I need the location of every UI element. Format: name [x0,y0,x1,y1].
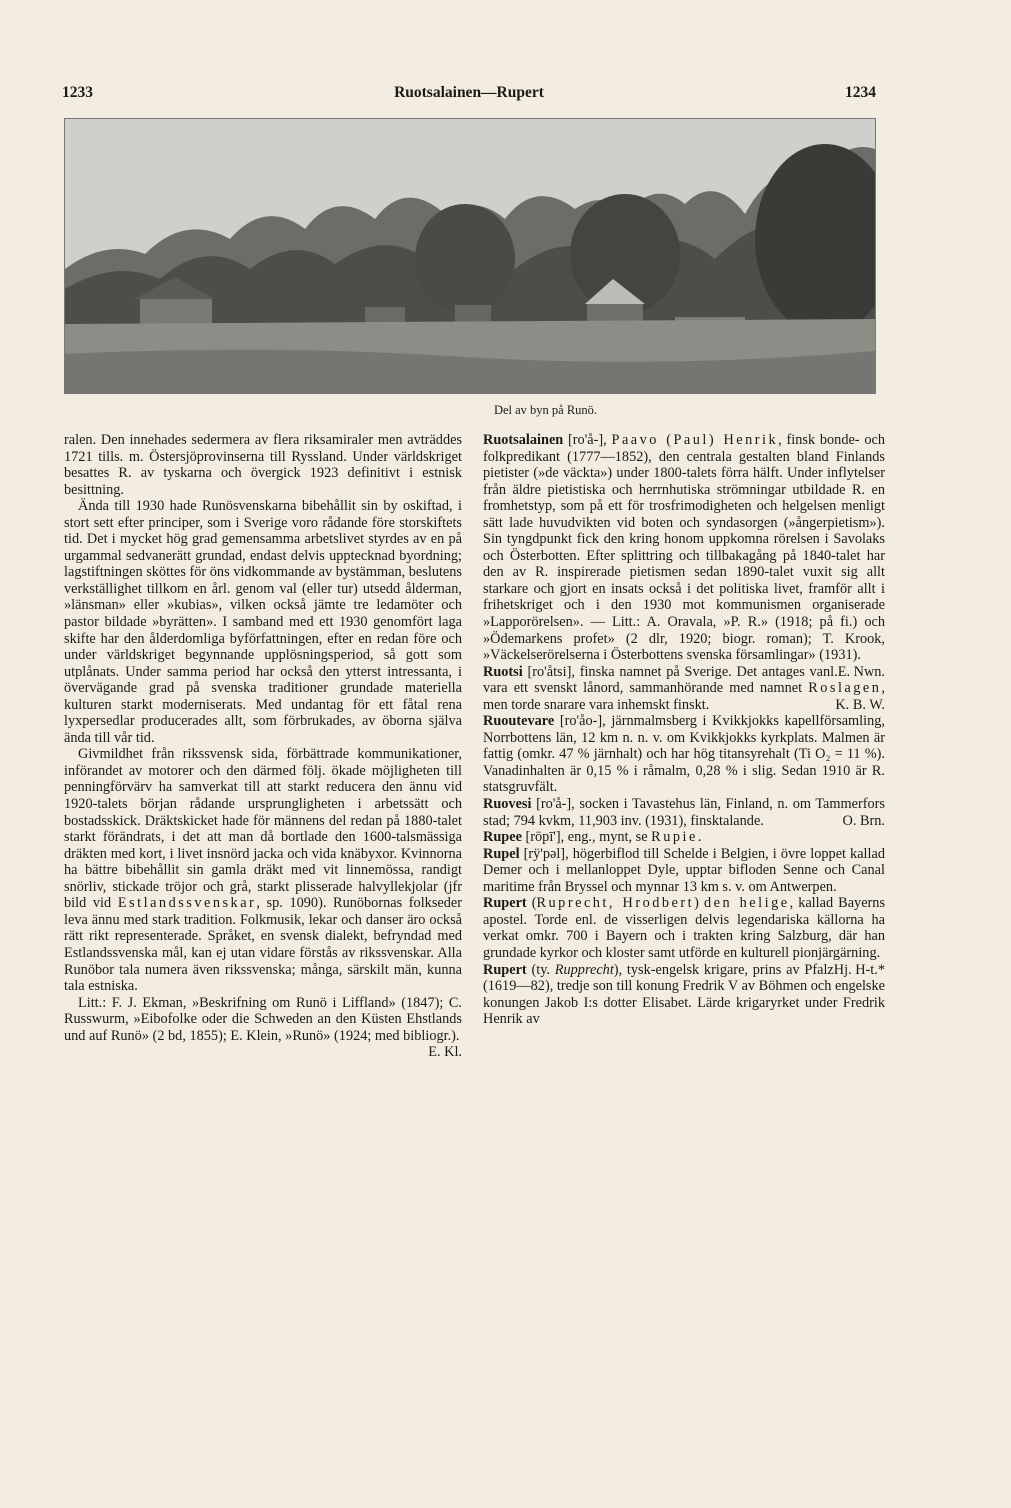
village-photograph [64,118,876,394]
page-header [62,84,876,106]
paragraph-village-order: Ända till 1930 hade Runösvenskarna bibehållit sin by oskiftad, i stort sett efter principer, som i Sverige voro rådande före storskiftets tid. Det i mycket hög grad gemensamma arbetslivet styrdes av en på urgammal sedvanerätt grundad, endast delvis upptecknad byordning; lagstiftningen sköttes för öns vidkommande av bystämman, beslutens verkställighet tillkom en årl. genom val (eller tur) utsedd ålderman, »länsman» eller »kubias», vilken också jämte tre ledamöter och pastor bildade »byrätten». I samband med ett 1930 genomfört laga skifte har den ålderdomliga byförfattningen, efter en redan före och under världskriget begynnande upplösningsperiod, så gott som utplånats. Under samma period har också den ytterst intressanta, i övervägande grad på svenska traditioner grundade materiella kulturen starkt moderniserats. Med undantag för ett fåtal rena lyxpersedlar producerades allt, som förbrukades, av öborna själva ända till vår tid. [64,498,462,746]
left-column [64,432,462,1061]
headword-ruovesi: Ruovesi [483,796,532,813]
cross-ref-roslagen[interactable]: Roslagen [808,680,882,697]
entry-text: [ro'å-], socken i Tavastehus län, Finland, n. om Tammerfors stad; 794 kvkm, 11,903 inv. (1931), finsktalande. [483,796,885,829]
alt-names: Ruprecht, Hrodbert [536,895,695,912]
epithet: den helige [703,895,790,912]
entry-text: ), tysk-engelsk krigare, prins av Pfalz (1619—82), tredje son till konung Fredrik V av Böhmen och engelske konungen Jakob I:s dotter Elisabet. Lärde krigaryrket under Fredrik Henrik av [483,961,885,1028]
author-signature: Hj. H-t.* [833,961,885,978]
author-signature: O. Brn. [842,812,885,829]
alt-name: Rupprecht [554,961,614,978]
headword-rupel: Rupel [483,845,520,862]
page-number-left: 1233 [62,84,93,101]
entry-ruoutevare [483,713,885,796]
headword-ruotsi: Ruotsi [483,663,523,680]
entry-text: [rōpī'], eng., mynt, se [521,829,652,846]
entry-text-tail: , men torde snarare vara inhemskt finskt. [483,680,885,713]
entry-text-tail: . [697,829,702,846]
entry-text: ) [694,895,704,912]
literature-text: Litt.: F. J. Ekman, »Beskrifning om Runö i Liffland» (1847); C. Russwurm, »Eibofolke oder die Schweden an den Küsten Ehstlands und auf Runö» (2 bd, 1855); E. Klein, »Runö» (1924; med bibliogr.). [64,994,462,1044]
figure-caption [0,403,1011,418]
entry-text: (ty. [526,961,555,978]
person-name: Paavo (Paul) Henrik [611,432,779,448]
entry-rupel [483,846,885,896]
running-title: Ruotsalainen—Rupert [394,84,544,101]
entry-text: ( [526,895,537,912]
entry-rupert-prince [483,962,885,1028]
paragraph-literature [64,994,462,1061]
entry-ruotsi [483,664,885,714]
headword-rupee: Rupee [483,829,522,846]
headword-ruoutevare: Ruoutevare [483,713,555,730]
page-number-right: 1234 [845,84,876,101]
modernization-text-b: , sp. 1090). Runöbornas folkseder leva ännu med stark tradition. Folkmusik, lekar och danser äro också rätt rikt representerade. Språket, en svensk dialekt, befryndad med Estlandssvenska mål, kan ej utan vidare förstås av rikssvenskar. Alla Runöbor tala numera även rikssvenska; många, särskilt män, kunna tala estniska. [64,895,462,995]
entry-text: [rÿ'pəl], högerbiflod till Schelde i Belgien, i övre loppet kallad Demer och i mellanloppet Dyle, upptar bifloden Senne och Canal maritime från Bryssel och mynnar 13 km s. v. om Antwerpen. [483,845,885,895]
figure-caption-text: Del av byn på Runö. [493,403,598,417]
entry-text: [ro'åtsi], finska namnet på Sverige. Det antages vanl. vara ett svenskt lånord, sammanhörande med namnet [483,663,838,697]
author-signature: E. Nwn. [837,663,885,680]
entry-text: , kallad Bayerns apostel. Torde enl. de visserligen delvis legendariska källorna ha verkat omkr. 700 i Bayern och i trakten kring Salzburg, där han grundade kyrkor och kloster samt utförde en kulturell pionjärgärning. [483,895,886,961]
headword-ruotsalainen: Ruotsalainen [483,432,564,448]
paragraph-modernization [64,746,462,994]
author-signature: E. Kl. [428,1044,462,1061]
headword-rupert: Rupert [483,961,527,978]
entry-text: , finsk bonde- och folkpredikant (1777—1852), den centrala gestalten bland Finlands pietister (»de väckta») under 1800-talets förra hälft. Under inflytelser från äldre pietistiska och herrnhutiska strömningar utbildade R. en fromhetstyp, som på ett för trosfrimodigheten och helgelsen menligt sätt lade huvudvikten vid boten och syndasorgen (»ångerpietism»). Sin tyngdpunkt fick den kring honom uppkomna rörelsen i Savolaks och Österbotten. Efter splittring och tillbakagång på 1840-talet har den av R. inspirerade pietismen sedan 1890-talet vuxit sig allt starkare och gjort en insats också i det politiska livet, framför allt i frihetskriget och i den 1930 mot kommunismen organiserade »Lapporörelsen». — Litt.: A. Oravala, »P. R.» (1918; på fi.) och »Ödemarkens profet» (2 dlr, 1920; biogr. roman); T. Krook, »Väckelserörelserna i Österbottens svenska församlingar» (1931). [483,432,885,664]
pronunciation: [ro'å-], [563,432,612,448]
entry-rupee [483,829,885,846]
paragraph-runo-history: ralen. Den innehades sedermera av flera riksamiraler men avträddes 1721 tills. m. Östersjöprovinserna till Ryssland. Under världskriget besattes R. av tyskarna och övergick 1923 definitivt i estnisk besittning. [64,432,462,498]
author-signature: K. B. W. [835,696,885,713]
entry-ruovesi [483,796,885,829]
right-column [483,432,885,1028]
cross-ref-rupie[interactable]: Rupie [651,829,698,846]
modernization-text-a: Givmildhet från rikssvensk sida, förbättrade kommunikationer, införandet av motorer och den därmed följ. ökade möjligheten till penningförvärv ha samverkat till att starkt reducera den ännu vid 1920-talets början rådande ursprungligheten i arbetssätt och bostadsskick. Dräktskicket hade för männens del redan på 1880-talet starkt förändrats, i det att man då bortlade den 1600-talsmässiga dräkten med kort, i livet insnörd jacka och vida knäbyxor. Kvinnorna ha bättre bibehållit sin gamla dräkt med vit linnemössa, randigt snörliv, stickade tröjor och grå, starkt plisserade halvyllekjolar (jfr bild vid [64,746,462,912]
entry-text: [ro'åo-], järnmalmsberg i Kvikkjokks kapellförsamling, Norrbottens län, 12 km n. n. v. om Kvikkjokks kyrkplats. Malmen är fattig (omkr. 47 % järnhalt) och har hög titansyrehalt (Ti O₂ = 11 %). Vanadinhalten är 0,15 % i råmalm, 0,28 % i slig. Sedan 1910 är R. statsgruvfält. [483,713,885,796]
cross-ref-estlandssvenskar[interactable]: Estlandssvenskar [117,895,257,912]
photo-illustration [65,119,875,393]
headword-rupert: Rupert [483,895,527,912]
